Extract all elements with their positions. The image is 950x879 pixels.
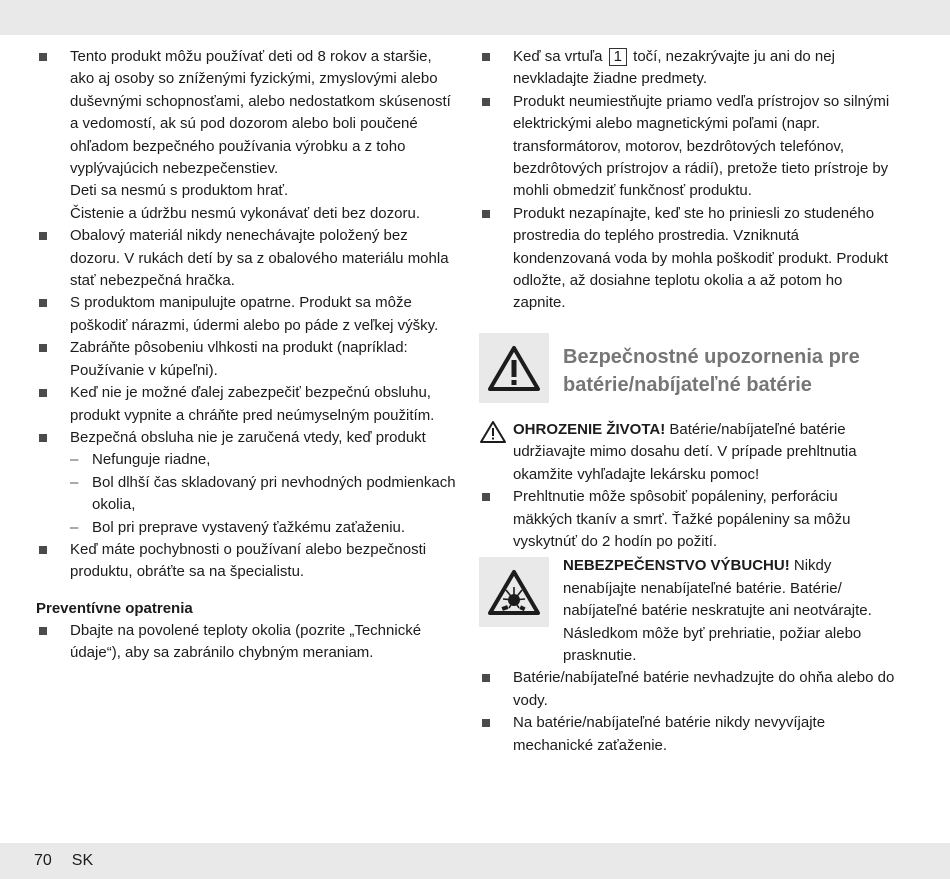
list-item-text: Bezpečná obsluha nie je zaručená vtedy, keď produkt [70, 428, 426, 446]
list-item [479, 486, 899, 553]
list-item [479, 91, 899, 203]
language-code: SK [71, 852, 94, 869]
danger-warning [479, 419, 899, 486]
list-item-text: Prehltnutie môže spôsobiť popáleniny, perforáciu mäkkých tkanív a smrť. Ťažké popáleniny sa môžu vyskytnúť do 2 hodín po požití. [513, 488, 851, 550]
warning-triangle-icon [479, 420, 507, 451]
danger-text: Batérie/nabíjateľné batérie udržiavajte mimo dosahu detí. V prípade prehltnutia okamžite vyhľadajte lekársku pomoc! [513, 420, 857, 483]
page-number: 70 [34, 852, 52, 869]
list-item-text: Batérie/nabíjateľné batérie nevhadzujte do ohňa alebo do vody. [513, 669, 895, 709]
sub-list-item: – Bol pri preprave vystavený ťažkému zaťaženiu. [70, 517, 456, 539]
list-item-text: Produkt nezapínajte, keď ste ho priniesli zo studeného prostredia do teplého prostredia. Vzniknutá kondenzovaná voda by mohla poškodiť produkt. Produkt odložte, až dosiahne teplotu okolia a až potom ho zapnite. [513, 204, 889, 312]
list-item-text: Keď nie je možné ďalej zabezpečiť bezpečnú obsluhu, produkt vypnite a chráňte pred neúmyselným použitím. [70, 384, 435, 424]
battery-section-header [479, 333, 899, 403]
list-item [479, 46, 899, 91]
list-item [36, 427, 456, 539]
list-item [36, 337, 456, 382]
list-item-text: Obalový materiál nikdy nenechávajte položený bez dozoru. V rukách detí by sa z obalového materiálu mohla stať nebezpečná hračka. [70, 227, 449, 290]
list-item [36, 539, 456, 584]
part-number-box: 1 [609, 48, 627, 66]
right-safety-list [479, 46, 899, 315]
left-column [36, 46, 456, 665]
list-item-text: točí, nezakrývajte ju ani do nej nevkladajte žiadne predmety. [513, 48, 835, 88]
list-item [479, 667, 899, 712]
sub-list-item: – Nefunguje riadne, [70, 449, 456, 471]
swallow-list [479, 486, 899, 553]
subheading-preventive: Preventívne opatrenia [36, 599, 193, 617]
list-item-text: S produktom manipulujte opatrne. Produkt sa môže poškodiť nárazmi, údermi alebo po páde z veľkej výšky. [70, 294, 439, 334]
right-column [479, 46, 899, 757]
list-item-text: Dbajte na povolené teploty okolia (pozrite „Technické údaje“), aby sa zabránilo chybným meraniam. [70, 621, 422, 662]
explosion-text: Nikdy nenabíjajte nenabíjateľné batérie. Batérie/ nabíjateľné batérie neskratujte ani neotvárajte. Následkom môže byť prehriatie, požiar alebo prasknutie. [563, 557, 872, 664]
explosion-text-block [563, 555, 899, 667]
bottom-band [0, 843, 950, 879]
list-item [36, 620, 456, 665]
list-item-text: Keď máte pochybnosti o používaní alebo bezpečnosti produktu, obráťte sa na špecialistu. [70, 540, 427, 581]
explosion-warning [479, 555, 899, 667]
explosion-hazard-icon [479, 557, 549, 627]
list-item [36, 46, 456, 225]
safety-list [36, 46, 456, 584]
explosion-label: NEBEZPEČENSTVO VÝBUCHU! [563, 557, 790, 575]
list-item-text: Produkt neumiestňujte priamo vedľa prístrojov so silnými elektrickými alebo magnetickými poľami (napr. transformátorov, motorov, bezdrôtových telefónov, bezdrôtových prístrojov a rádií), pretože tieto prístroje by mohli obmedziť funkčnosť produktu. [513, 92, 890, 200]
warning-triangle-icon [479, 333, 549, 403]
list-item-text: Keď sa vrtuľa [513, 48, 603, 65]
danger-label: OHROZENIE ŽIVOTA! [513, 420, 666, 438]
sub-list [70, 449, 456, 539]
top-band [0, 0, 950, 35]
list-item [36, 225, 456, 292]
list-item [479, 203, 899, 315]
section-title: Bezpečnostné upozornenia pre batérie/nabíjateľné batérie [563, 345, 860, 396]
list-item [36, 382, 456, 427]
list-item [479, 712, 899, 757]
list-item [36, 292, 456, 337]
list-item-text: Deti sa nesmú s produktom hrať. [70, 182, 289, 200]
page-footer [34, 852, 113, 870]
list-item-text: Čistenie a údržbu nesmú vykonávať deti bez dozoru. [70, 204, 420, 222]
list-item-text: Tento produkt môžu používať deti od 8 rokov a staršie, ako aj osoby so zníženými fyzickými, zmyslovými alebo duševnými schopnosťami, alebo nedostatkom skúseností a vedomostí, ak sú pod dozorom alebo boli poučené ohľadom bezpečného používania výrobku a z toho vyplývajúcich nebezpečenstiev. [70, 48, 451, 178]
sub-list-item: – Bol dlhší čas skladovaný pri nevhodných podmienkach okolia, [70, 472, 456, 517]
list-item-text: Na batérie/nabíjateľné batérie nikdy nevyvíjajte mechanické zaťaženie. [513, 714, 826, 754]
final-list [479, 667, 899, 757]
list-item-text: Zabráňte pôsobeniu vlhkosti na produkt (napríklad: Používanie v kúpeľni). [70, 339, 408, 379]
preventive-list [36, 620, 456, 665]
